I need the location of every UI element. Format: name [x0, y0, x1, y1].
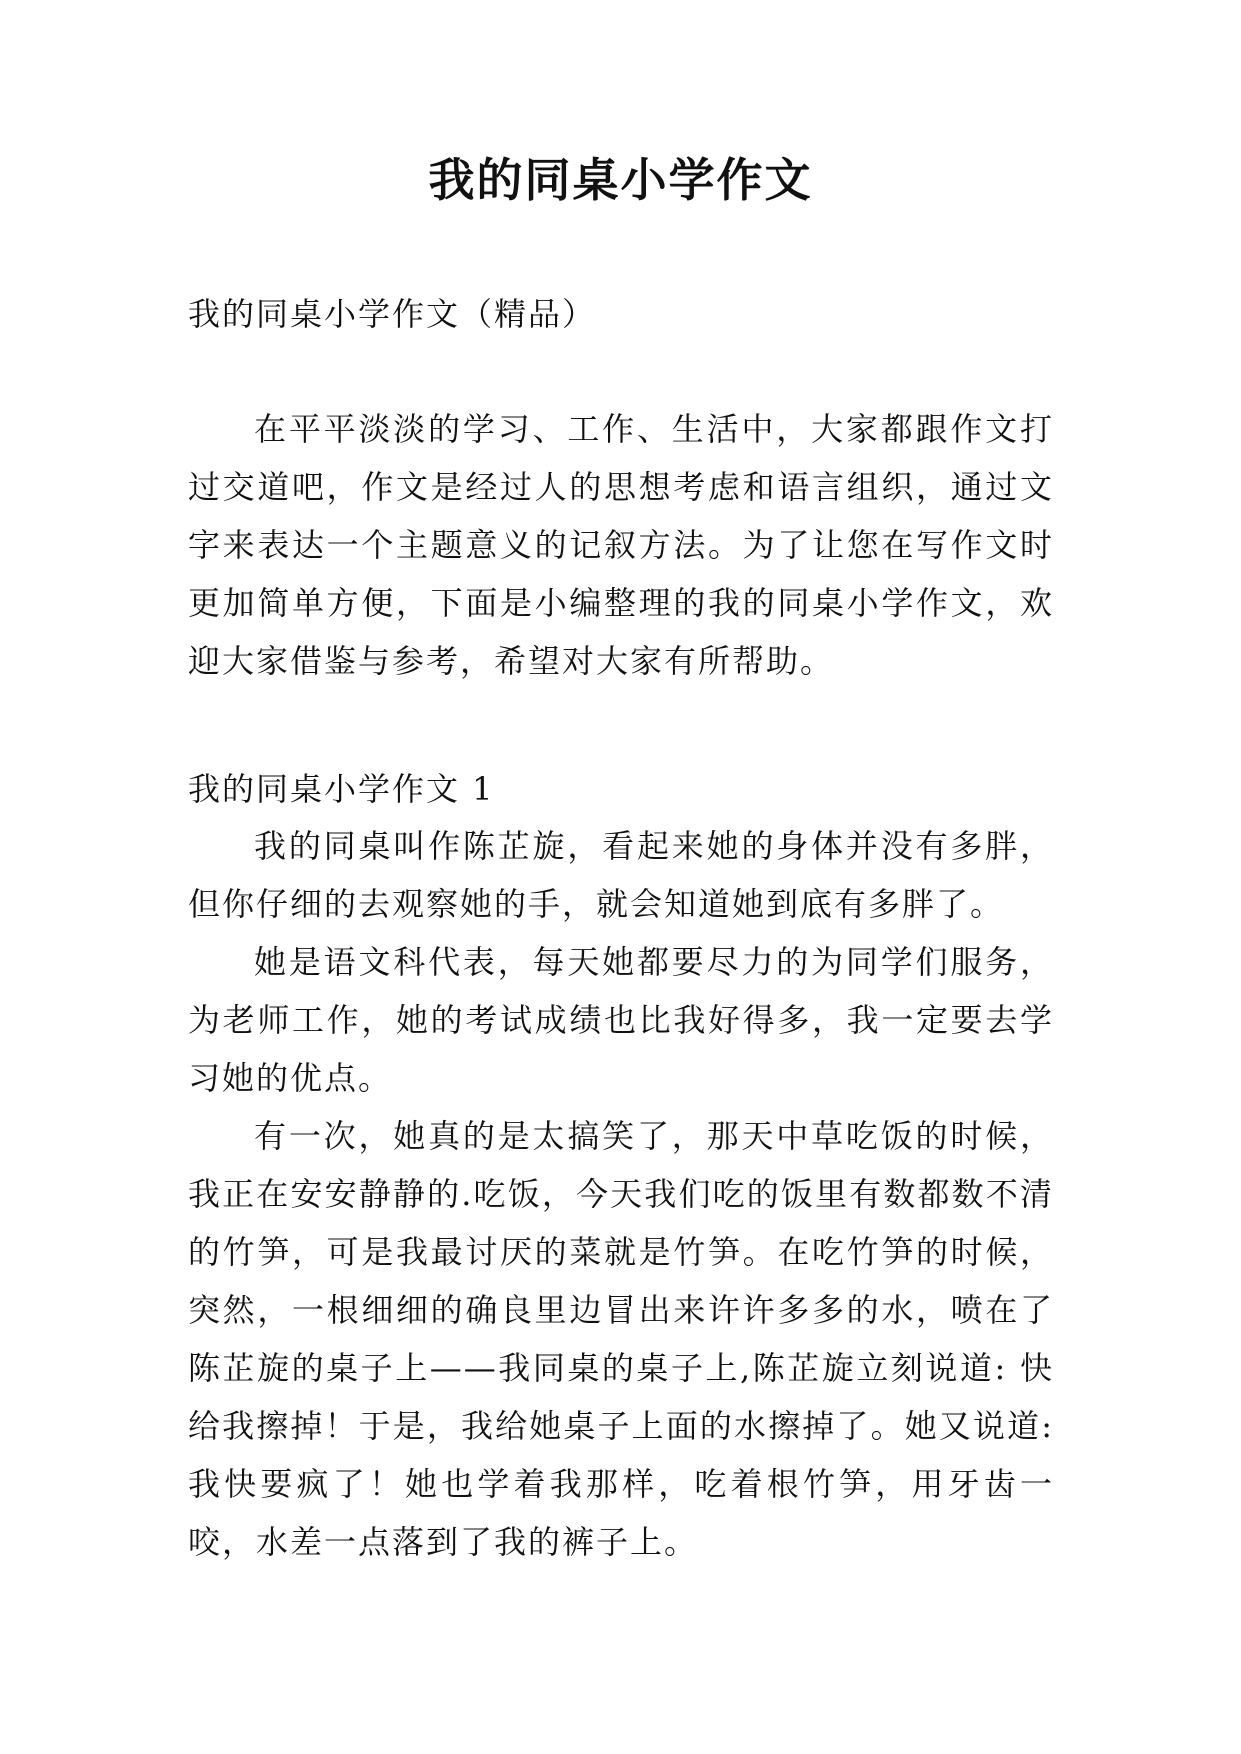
page-title: 我的同桌小学作文 — [428, 153, 813, 207]
essay-paragraph-1: 我的同桌叫作陈芷旋，看起来她的身体并没有多胖，但你仔细的去观察她的手，就会知道她到底有多胖了。 — [188, 827, 1054, 923]
intro-paragraph: 在平平淡淡的学习、工作、生活中，大家都跟作文打过交道吧，作文是经过人的思想考虑和语言组织，通过文字来表达一个主题意义的记叙方法。为了让您在写作文时更加简单方便，下面是小编整理的我的同桌小学作文，欢迎大家借鉴与参考，希望对大家有所帮助。 — [188, 410, 1054, 680]
document-subtitle: 我的同桌小学作文（精品） — [188, 295, 597, 333]
essay-paragraph-2: 她是语文科代表，每天她都要尽力的为同学们服务，为老师工作，她的考试成绩也比我好得多，我一定要去学习她的优点。 — [188, 943, 1054, 1097]
essay-paragraph-3: 有一次，她真的是太搞笑了，那天中草吃饭的时候，我正在安安静静的.吃饭，今天我们吃的饭里有数都数不清的竹笋，可是我最讨厌的菜就是竹笋。在吃竹笋的时候，突然，一根细细的确良里边冒出来许许多多的水，喷在了陈芷旋的桌子上——我同桌的桌子上,陈芷旋立刻说道: 快给我擦掉！于是，我给她桌子上面的水擦掉了。她又说道: 我快要疯了！她也学着我那样，吃着根竹笋，用牙齿一咬，水差一点落到了我的裤子上。 — [188, 1117, 1054, 1561]
intro-section — [188, 400, 1054, 690]
essay-body — [188, 817, 1054, 1571]
section-heading: 我的同桌小学作文 1 — [188, 770, 495, 808]
